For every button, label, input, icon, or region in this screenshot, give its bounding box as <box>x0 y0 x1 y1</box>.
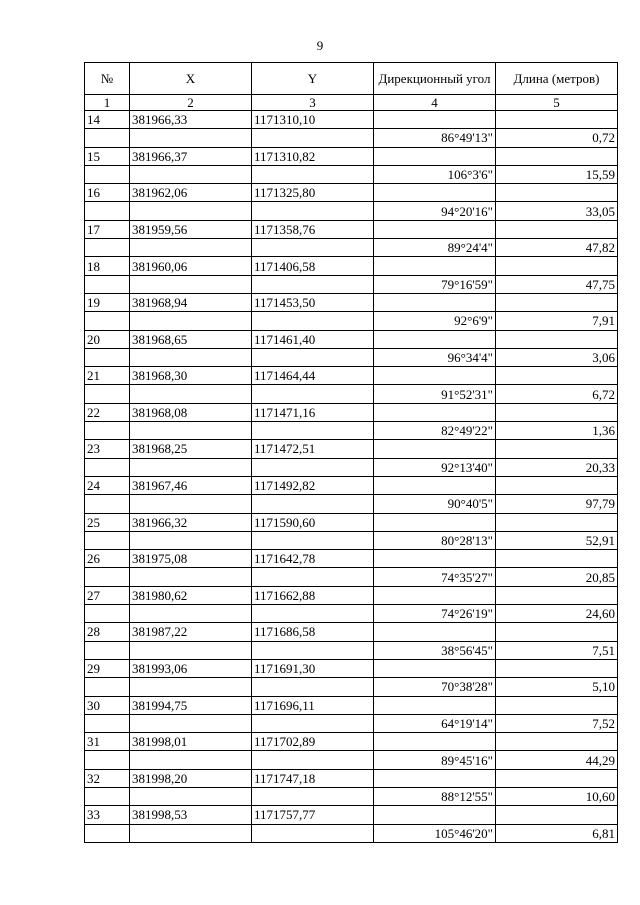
y-coordinate-cell <box>252 824 374 842</box>
direction-angle-cell: 92°13'40" <box>374 458 496 476</box>
length-cell <box>496 440 618 458</box>
x-coordinate-cell: 381987,22 <box>130 623 252 641</box>
table-row <box>85 348 618 366</box>
point-number-cell: 30 <box>85 696 130 714</box>
header-row <box>85 63 618 95</box>
length-cell: 6,72 <box>496 385 618 403</box>
length-cell <box>496 586 618 604</box>
direction-angle-cell <box>374 476 496 494</box>
x-coordinate-cell: 381975,08 <box>130 550 252 568</box>
length-cell <box>496 111 618 129</box>
direction-angle-cell: 64°19'14" <box>374 714 496 732</box>
x-coordinate-cell <box>130 422 252 440</box>
table-row <box>85 440 618 458</box>
table-row <box>85 385 618 403</box>
x-coordinate-cell: 381993,06 <box>130 659 252 677</box>
point-number-cell: 31 <box>85 733 130 751</box>
x-coordinate-cell: 381960,06 <box>130 257 252 275</box>
direction-angle-cell: 80°28'13" <box>374 531 496 549</box>
length-cell <box>496 733 618 751</box>
direction-angle-cell: 91°52'31" <box>374 385 496 403</box>
y-coordinate-cell: 1171310,10 <box>252 111 374 129</box>
point-number-cell: 17 <box>85 220 130 238</box>
table-row <box>85 550 618 568</box>
point-number-cell: 28 <box>85 623 130 641</box>
length-cell: 20,85 <box>496 568 618 586</box>
point-number-cell <box>85 641 130 659</box>
x-coordinate-cell: 381959,56 <box>130 220 252 238</box>
table-row <box>85 367 618 385</box>
y-coordinate-cell: 1171642,78 <box>252 550 374 568</box>
point-number-cell <box>85 348 130 366</box>
point-number-cell: 20 <box>85 330 130 348</box>
direction-angle-cell <box>374 550 496 568</box>
point-number-cell <box>85 714 130 732</box>
y-coordinate-cell: 1171757,77 <box>252 806 374 824</box>
x-coordinate-cell <box>130 714 252 732</box>
point-number-cell <box>85 568 130 586</box>
table-row <box>85 275 618 293</box>
length-cell <box>496 659 618 677</box>
table-row <box>85 184 618 202</box>
point-number-cell: 16 <box>85 184 130 202</box>
table-row <box>85 495 618 513</box>
y-coordinate-cell <box>252 202 374 220</box>
length-cell: 10,60 <box>496 787 618 805</box>
direction-angle-cell <box>374 293 496 311</box>
length-cell: 7,52 <box>496 714 618 732</box>
x-coordinate-cell <box>130 202 252 220</box>
table-row <box>85 403 618 421</box>
y-coordinate-cell <box>252 495 374 513</box>
table-row <box>85 824 618 842</box>
direction-angle-cell <box>374 184 496 202</box>
table-row <box>85 641 618 659</box>
length-cell <box>496 769 618 787</box>
point-number-cell: 14 <box>85 111 130 129</box>
point-number-cell: 15 <box>85 147 130 165</box>
direction-angle-cell <box>374 586 496 604</box>
point-number-cell <box>85 495 130 513</box>
length-cell <box>496 220 618 238</box>
y-coordinate-cell: 1171325,80 <box>252 184 374 202</box>
point-number-cell <box>85 129 130 147</box>
point-number-cell <box>85 751 130 769</box>
length-cell <box>496 184 618 202</box>
length-cell: 7,51 <box>496 641 618 659</box>
y-coordinate-cell <box>252 348 374 366</box>
x-coordinate-cell: 381962,06 <box>130 184 252 202</box>
table-row <box>85 787 618 805</box>
x-coordinate-cell <box>130 824 252 842</box>
direction-angle-cell: 89°24'4" <box>374 239 496 257</box>
x-coordinate-cell <box>130 312 252 330</box>
direction-angle-cell <box>374 513 496 531</box>
table-row <box>85 623 618 641</box>
table-row <box>85 714 618 732</box>
table-row <box>85 476 618 494</box>
y-coordinate-cell: 1171492,82 <box>252 476 374 494</box>
length-cell: 20,33 <box>496 458 618 476</box>
y-coordinate-cell <box>252 275 374 293</box>
x-coordinate-cell <box>130 129 252 147</box>
point-number-cell: 32 <box>85 769 130 787</box>
y-coordinate-cell: 1171590,60 <box>252 513 374 531</box>
direction-angle-cell <box>374 330 496 348</box>
y-coordinate-cell <box>252 458 374 476</box>
y-coordinate-cell: 1171696,11 <box>252 696 374 714</box>
y-coordinate-cell: 1171310,82 <box>252 147 374 165</box>
y-coordinate-cell: 1171358,76 <box>252 220 374 238</box>
y-coordinate-cell: 1171686,58 <box>252 623 374 641</box>
point-number-cell: 18 <box>85 257 130 275</box>
x-coordinate-cell <box>130 495 252 513</box>
y-coordinate-cell <box>252 568 374 586</box>
x-coordinate-cell <box>130 605 252 623</box>
header-number: № <box>85 63 130 95</box>
table-row <box>85 568 618 586</box>
y-coordinate-cell <box>252 165 374 183</box>
point-number-cell: 19 <box>85 293 130 311</box>
direction-angle-cell: 92°6'9" <box>374 312 496 330</box>
table-row <box>85 330 618 348</box>
x-coordinate-cell <box>130 531 252 549</box>
y-coordinate-cell: 1171691,30 <box>252 659 374 677</box>
table-row <box>85 239 618 257</box>
direction-angle-cell <box>374 147 496 165</box>
direction-angle-cell: 106°3'6" <box>374 165 496 183</box>
length-cell: 15,59 <box>496 165 618 183</box>
length-cell <box>496 293 618 311</box>
x-coordinate-cell <box>130 458 252 476</box>
direction-angle-cell <box>374 403 496 421</box>
point-number-cell: 22 <box>85 403 130 421</box>
y-coordinate-cell: 1171471,16 <box>252 403 374 421</box>
table-row <box>85 531 618 549</box>
x-coordinate-cell <box>130 165 252 183</box>
point-number-cell: 33 <box>85 806 130 824</box>
table-row <box>85 147 618 165</box>
table-row <box>85 165 618 183</box>
length-cell: 3,06 <box>496 348 618 366</box>
table-body <box>85 111 618 843</box>
table-row <box>85 129 618 147</box>
point-number-cell <box>85 787 130 805</box>
length-cell <box>496 147 618 165</box>
x-coordinate-cell: 381966,33 <box>130 111 252 129</box>
y-coordinate-cell <box>252 641 374 659</box>
direction-angle-cell <box>374 659 496 677</box>
point-number-cell <box>85 824 130 842</box>
length-cell <box>496 623 618 641</box>
direction-angle-cell <box>374 623 496 641</box>
table-row <box>85 422 618 440</box>
direction-angle-cell: 90°40'5" <box>374 495 496 513</box>
table-row <box>85 586 618 604</box>
x-coordinate-cell: 381980,62 <box>130 586 252 604</box>
direction-angle-cell <box>374 806 496 824</box>
column-number: 2 <box>130 95 252 111</box>
length-cell <box>496 330 618 348</box>
length-cell: 0,72 <box>496 129 618 147</box>
point-number-cell: 21 <box>85 367 130 385</box>
direction-angle-cell: 38°56'45" <box>374 641 496 659</box>
point-number-cell: 26 <box>85 550 130 568</box>
y-coordinate-cell: 1171406,58 <box>252 257 374 275</box>
point-number-cell <box>85 275 130 293</box>
direction-angle-cell <box>374 440 496 458</box>
column-number: 5 <box>496 95 618 111</box>
column-number-row <box>85 95 618 111</box>
point-number-cell <box>85 202 130 220</box>
length-cell: 97,79 <box>496 495 618 513</box>
length-cell: 47,75 <box>496 275 618 293</box>
direction-angle-cell <box>374 696 496 714</box>
point-number-cell: 27 <box>85 586 130 604</box>
length-cell: 52,91 <box>496 531 618 549</box>
direction-angle-cell <box>374 769 496 787</box>
direction-angle-cell: 82°49'22" <box>374 422 496 440</box>
length-cell: 1,36 <box>496 422 618 440</box>
x-coordinate-cell <box>130 348 252 366</box>
x-coordinate-cell: 381968,08 <box>130 403 252 421</box>
length-cell: 5,10 <box>496 678 618 696</box>
length-cell <box>496 806 618 824</box>
direction-angle-cell: 70°38'28" <box>374 678 496 696</box>
direction-angle-cell: 74°26'19" <box>374 605 496 623</box>
y-coordinate-cell <box>252 751 374 769</box>
point-number-cell: 23 <box>85 440 130 458</box>
page-number: 9 <box>316 38 324 53</box>
direction-angle-cell: 96°34'4" <box>374 348 496 366</box>
column-number: 4 <box>374 95 496 111</box>
length-cell: 24,60 <box>496 605 618 623</box>
length-cell <box>496 257 618 275</box>
table-row <box>85 257 618 275</box>
y-coordinate-cell: 1171461,40 <box>252 330 374 348</box>
x-coordinate-cell <box>130 385 252 403</box>
direction-angle-cell <box>374 220 496 238</box>
y-coordinate-cell: 1171702,89 <box>252 733 374 751</box>
header-y: Y <box>252 63 374 95</box>
length-cell <box>496 696 618 714</box>
table-row <box>85 806 618 824</box>
x-coordinate-cell <box>130 641 252 659</box>
direction-angle-cell <box>374 367 496 385</box>
length-cell: 7,91 <box>496 312 618 330</box>
x-coordinate-cell <box>130 239 252 257</box>
x-coordinate-cell: 381998,01 <box>130 733 252 751</box>
x-coordinate-cell: 381968,30 <box>130 367 252 385</box>
length-cell: 47,82 <box>496 239 618 257</box>
length-cell <box>496 367 618 385</box>
table-row <box>85 220 618 238</box>
x-coordinate-cell: 381998,20 <box>130 769 252 787</box>
table-row <box>85 751 618 769</box>
x-coordinate-cell <box>130 275 252 293</box>
direction-angle-cell: 105°46'20" <box>374 824 496 842</box>
table-row <box>85 696 618 714</box>
y-coordinate-cell: 1171747,18 <box>252 769 374 787</box>
y-coordinate-cell <box>252 678 374 696</box>
direction-angle-cell: 94°20'16" <box>374 202 496 220</box>
y-coordinate-cell <box>252 129 374 147</box>
x-coordinate-cell: 381968,94 <box>130 293 252 311</box>
point-number-cell <box>85 678 130 696</box>
point-number-cell <box>85 605 130 623</box>
direction-angle-cell: 88°12'55" <box>374 787 496 805</box>
x-coordinate-cell <box>130 787 252 805</box>
direction-angle-cell <box>374 733 496 751</box>
y-coordinate-cell: 1171453,50 <box>252 293 374 311</box>
y-coordinate-cell <box>252 239 374 257</box>
table-row <box>85 111 618 129</box>
length-cell: 44,29 <box>496 751 618 769</box>
direction-angle-cell <box>374 257 496 275</box>
direction-angle-cell: 79°16'59" <box>374 275 496 293</box>
y-coordinate-cell <box>252 531 374 549</box>
point-number-cell <box>85 239 130 257</box>
y-coordinate-cell: 1171472,51 <box>252 440 374 458</box>
table-row <box>85 659 618 677</box>
length-cell <box>496 476 618 494</box>
x-coordinate-cell: 381966,37 <box>130 147 252 165</box>
y-coordinate-cell <box>252 714 374 732</box>
column-number: 1 <box>85 95 130 111</box>
y-coordinate-cell <box>252 605 374 623</box>
x-coordinate-cell: 381967,46 <box>130 476 252 494</box>
table-row <box>85 769 618 787</box>
coordinates-table <box>84 62 618 843</box>
direction-angle-cell: 86°49'13" <box>374 129 496 147</box>
x-coordinate-cell <box>130 678 252 696</box>
header-x: X <box>130 63 252 95</box>
x-coordinate-cell: 381994,75 <box>130 696 252 714</box>
x-coordinate-cell <box>130 751 252 769</box>
y-coordinate-cell <box>252 787 374 805</box>
y-coordinate-cell <box>252 312 374 330</box>
length-cell: 33,05 <box>496 202 618 220</box>
y-coordinate-cell <box>252 385 374 403</box>
direction-angle-cell: 89°45'16" <box>374 751 496 769</box>
table-row <box>85 513 618 531</box>
point-number-cell <box>85 422 130 440</box>
point-number-cell: 29 <box>85 659 130 677</box>
table-row <box>85 678 618 696</box>
point-number-cell <box>85 531 130 549</box>
header-direction-angle: Дирекционный угол <box>374 63 496 95</box>
point-number-cell <box>85 312 130 330</box>
y-coordinate-cell <box>252 422 374 440</box>
direction-angle-cell: 74°35'27" <box>374 568 496 586</box>
x-coordinate-cell: 381968,65 <box>130 330 252 348</box>
point-number-cell <box>85 385 130 403</box>
header-length: Длина (метров) <box>496 63 618 95</box>
table-row <box>85 605 618 623</box>
table-row <box>85 458 618 476</box>
table-row <box>85 312 618 330</box>
length-cell <box>496 550 618 568</box>
length-cell <box>496 403 618 421</box>
x-coordinate-cell: 381966,32 <box>130 513 252 531</box>
length-cell: 6,81 <box>496 824 618 842</box>
point-number-cell <box>85 165 130 183</box>
y-coordinate-cell: 1171464,44 <box>252 367 374 385</box>
table-row <box>85 293 618 311</box>
column-number: 3 <box>252 95 374 111</box>
direction-angle-cell <box>374 111 496 129</box>
x-coordinate-cell <box>130 568 252 586</box>
y-coordinate-cell: 1171662,88 <box>252 586 374 604</box>
table-row <box>85 733 618 751</box>
table-row <box>85 202 618 220</box>
x-coordinate-cell: 381998,53 <box>130 806 252 824</box>
length-cell <box>496 513 618 531</box>
x-coordinate-cell: 381968,25 <box>130 440 252 458</box>
point-number-cell: 24 <box>85 476 130 494</box>
point-number-cell: 25 <box>85 513 130 531</box>
point-number-cell <box>85 458 130 476</box>
